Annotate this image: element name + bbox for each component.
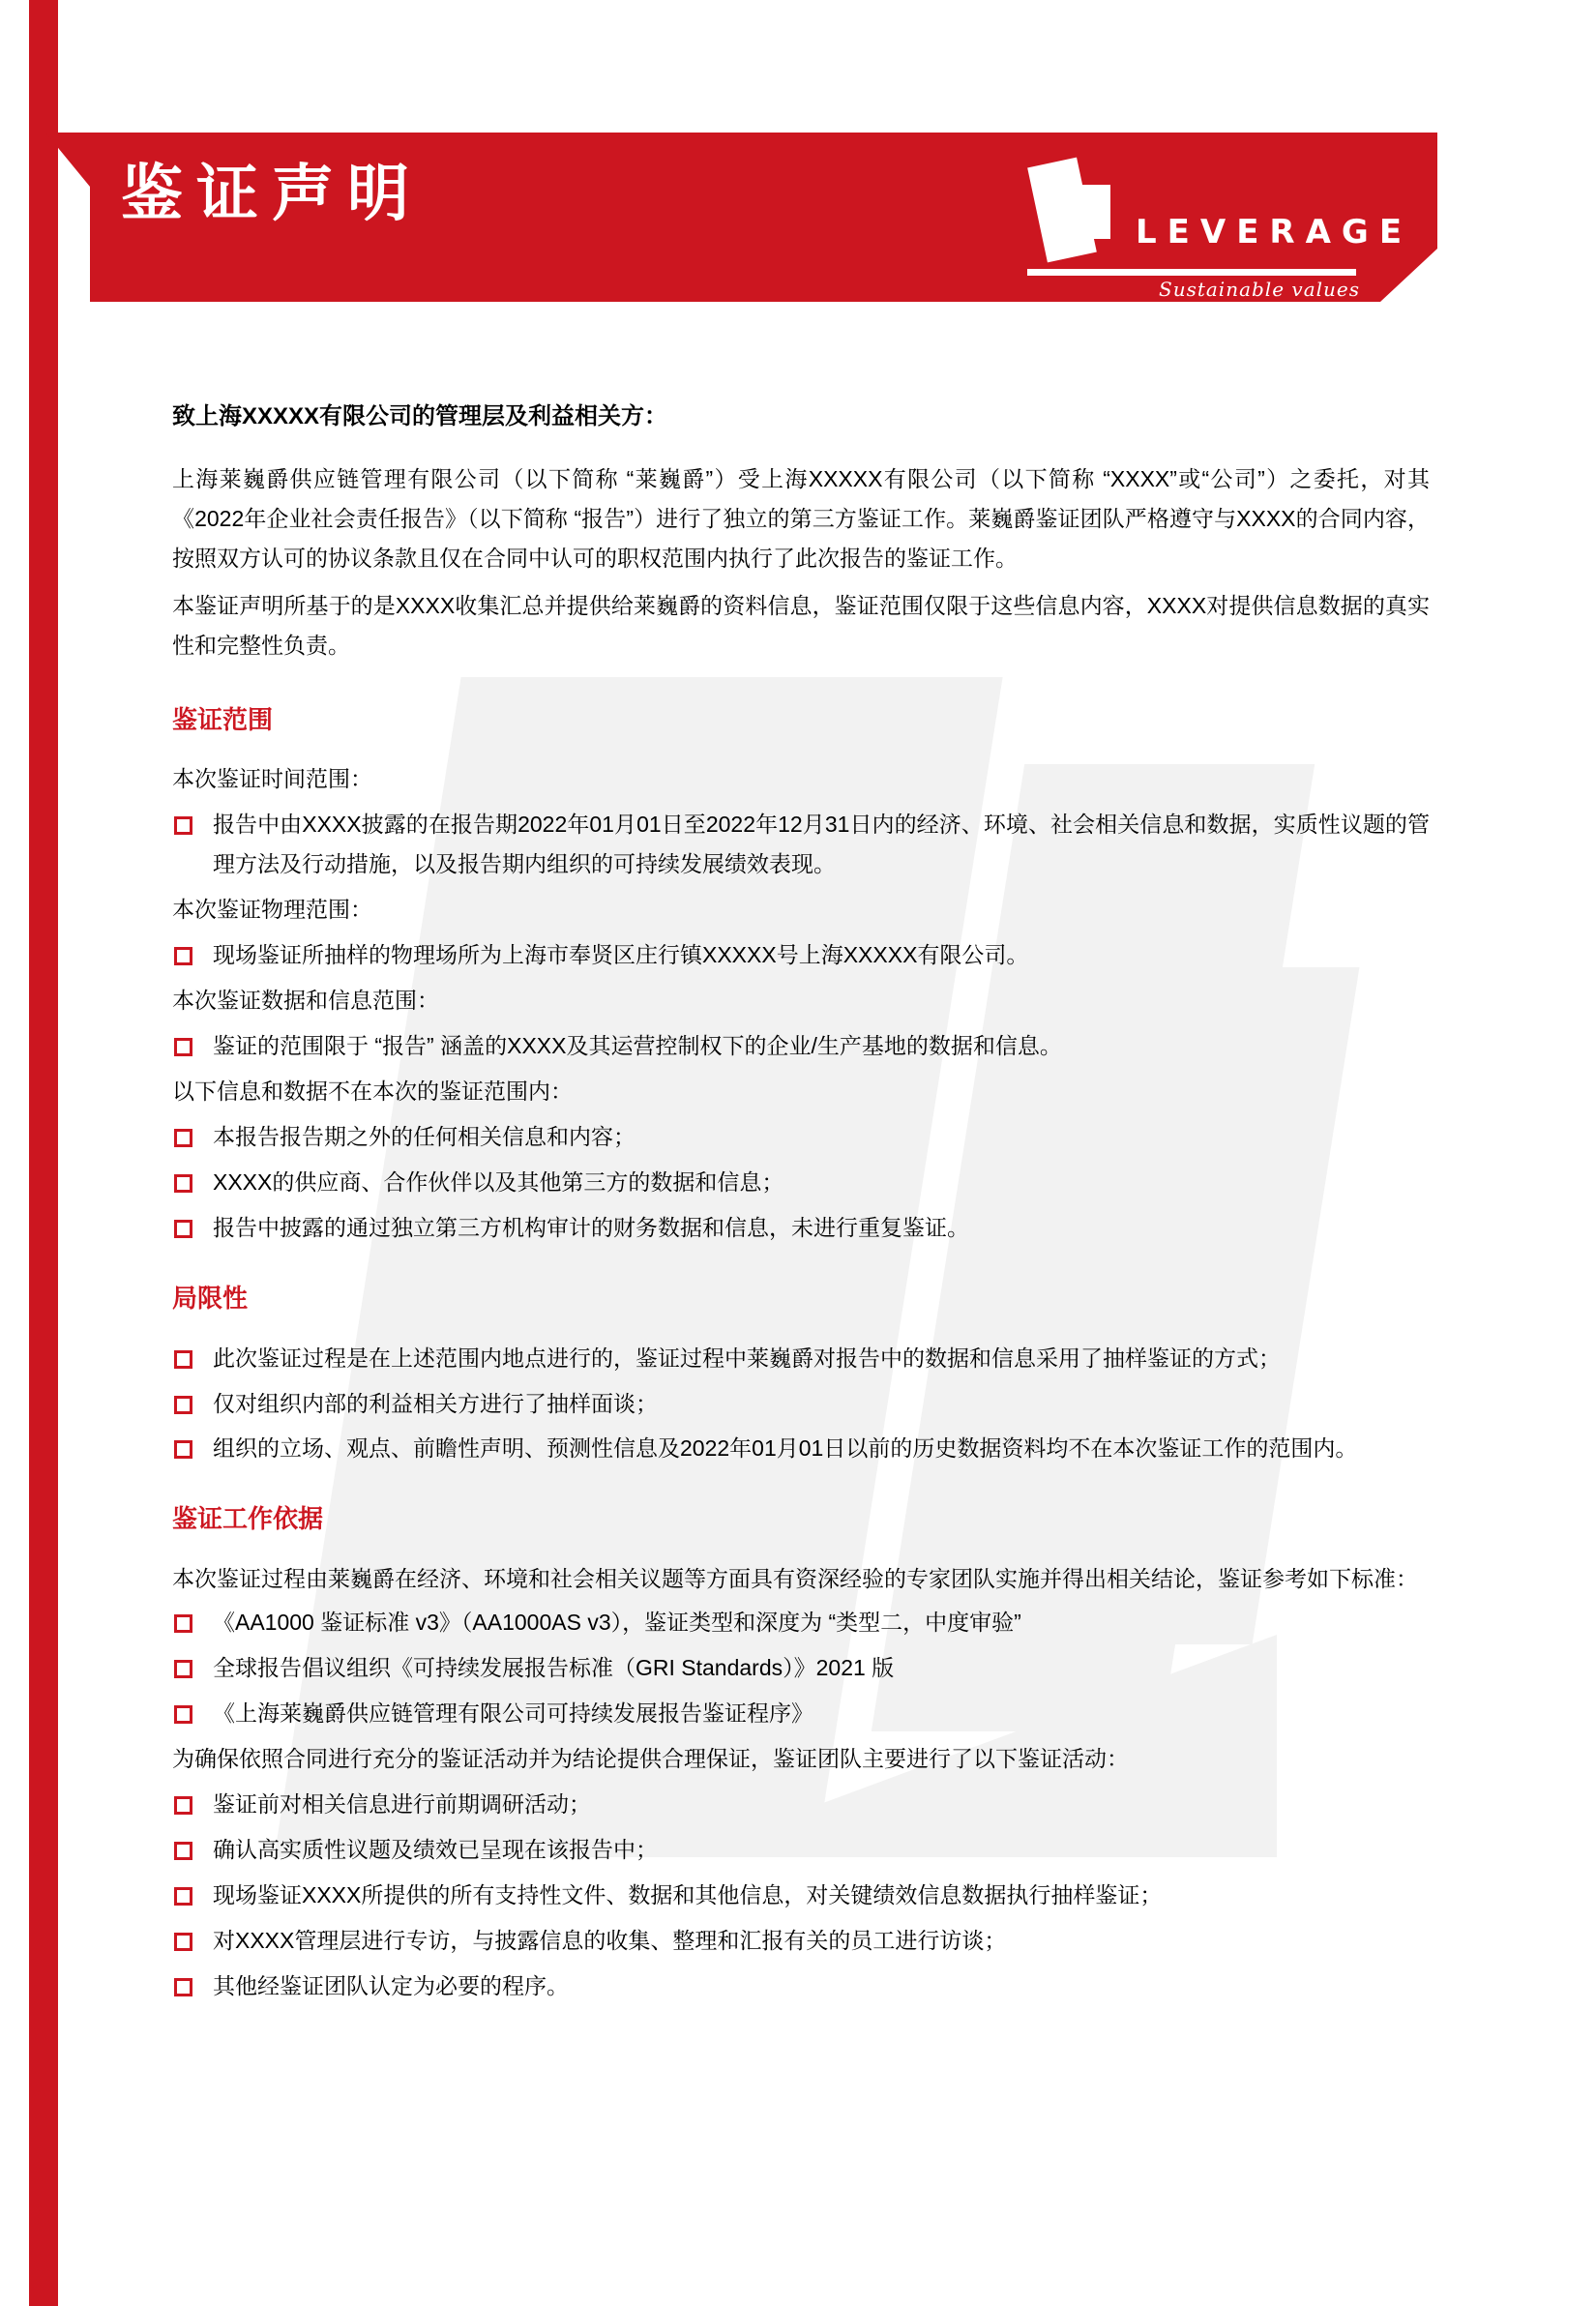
square-bullet-icon — [174, 816, 192, 835]
logo-mark-icon — [1027, 160, 1129, 266]
bullet-item — [172, 1208, 1430, 1248]
logo-wordmark: LEVERAGE — [1136, 213, 1413, 251]
bullet-text: 鉴证前对相关信息进行前期调研活动； — [213, 1790, 591, 1817]
bullet-text: 其他经鉴证团队认定为必要的程序。 — [213, 1972, 569, 1998]
bullet-item — [172, 1966, 1430, 2006]
leverage-logo — [1027, 160, 1433, 300]
bullet-text: 确认高实质性议题及绩效已呈现在该报告中； — [213, 1836, 658, 1862]
page-title: 鉴证声明 — [121, 159, 423, 228]
bullet-item — [172, 1384, 1430, 1424]
bullet-text: 现场鉴证XXXX所提供的所有支持性文件、数据和其他信息，对关键绩效信息数据执行抽样鉴证； — [213, 1881, 1163, 1907]
section-heading: 鉴证范围 — [172, 704, 274, 734]
bullet-text: 组织的立场、观点、前瞻性声明、预测性信息及2022年01月01日以前的历史数据资料均不在本次鉴证工作的范围内。 — [213, 1435, 1358, 1462]
sub-label: 本次鉴证时间范围： — [172, 766, 372, 792]
bullet-item — [172, 935, 1430, 975]
bullet-text: 鉴证的范围限于 “报告” 涵盖的XXXX及其运营控制权下的企业/生产基地的数据和信息。 — [213, 1033, 1062, 1059]
bullet-item — [172, 1603, 1430, 1642]
bullet-text: 对XXXX管理层进行专访，与披露信息的收集、整理和汇报有关的员工进行访谈； — [213, 1927, 1007, 1953]
bullet-item — [172, 1921, 1430, 1961]
square-bullet-icon — [174, 1396, 192, 1414]
salutation: 致上海XXXXX有限公司的管理层及利益相关方： — [172, 403, 668, 429]
bullet-text: 仅对组织内部的利益相关方进行了抽样面谈； — [213, 1390, 658, 1416]
bullet-item — [172, 1648, 1430, 1688]
document-body — [172, 399, 1430, 2012]
bullet-item — [172, 1117, 1430, 1157]
square-bullet-icon — [174, 1978, 192, 1996]
sub-label: 以下信息和数据不在本次的鉴证范围内： — [172, 1079, 573, 1105]
square-bullet-icon — [174, 1796, 192, 1815]
bullet-text: 现场鉴证所抽样的物理场所为上海市奉贤区庄行镇XXXXX号上海XXXXX有限公司。 — [213, 942, 1029, 968]
sub-label: 为确保依照合同进行充分的鉴证活动并为结论提供合理保证，鉴证团队主要进行了以下鉴证活动： — [172, 1745, 1129, 1771]
bullet-item — [172, 1429, 1430, 1468]
bullet-item — [172, 1339, 1430, 1378]
bullet-item — [172, 1694, 1430, 1733]
square-bullet-icon — [174, 1705, 192, 1724]
square-bullet-icon — [174, 1842, 192, 1860]
bullet-text: 全球报告倡议组织《可持续发展报告标准（GRI Standards）》2021 版 — [213, 1655, 895, 1681]
bullet-text: 报告中由XXXX披露的在报告期2022年01月01日至2022年12月31日内的经济、环境、社会相关信息和数据，实质性议题的管理方法及行动措施，以及报告期内组织的可持续发展绩效表现。 — [213, 812, 1430, 877]
bullet-text: 报告中披露的通过独立第三方机构审计的财务数据和信息，未进行重复鉴证。 — [213, 1214, 969, 1240]
bullet-text: 此次鉴证过程是在上述范围内地点进行的，鉴证过程中莱巍爵对报告中的数据和信息采用了抽样鉴证的方式； — [213, 1345, 1281, 1371]
sub-label: 本次鉴证物理范围： — [172, 897, 372, 923]
section-content — [172, 759, 1430, 1247]
square-bullet-icon — [174, 1220, 192, 1238]
sections-container — [172, 704, 1430, 2006]
logo-sheet-front-shape — [1066, 185, 1110, 239]
bullet-text: 《AA1000 鉴证标准 v3》（AA1000AS v3），鉴证类型和深度为 “类型二，中度审验” — [213, 1610, 1021, 1636]
square-bullet-icon — [174, 1440, 192, 1459]
square-bullet-icon — [174, 1887, 192, 1906]
square-bullet-icon — [174, 1933, 192, 1951]
bullet-text: 本报告报告期之外的任何相关信息和内容； — [213, 1123, 635, 1149]
bullet-item — [172, 805, 1430, 884]
square-bullet-icon — [174, 1660, 192, 1678]
bullet-item — [172, 1785, 1430, 1824]
section-content — [172, 1559, 1430, 2005]
section-heading: 局限性 — [172, 1283, 249, 1313]
intro-paragraph: 本鉴证声明所基于的是XXXX收集汇总并提供给莱巍爵的资料信息，鉴证范围仅限于这些信息内容，XXXX对提供信息数据的真实性和完整性负责。 — [172, 592, 1430, 658]
bullet-item — [172, 1163, 1430, 1202]
bullet-item — [172, 1026, 1430, 1066]
square-bullet-icon — [174, 947, 192, 965]
left-red-bar — [29, 0, 58, 2306]
square-bullet-icon — [174, 1038, 192, 1056]
bullet-text: XXXX的供应商、合作伙伴以及其他第三方的数据和信息； — [213, 1168, 784, 1195]
section-heading: 鉴证工作依据 — [172, 1504, 324, 1534]
section-paragraph: 本次鉴证过程由莱巍爵在经济、环境和社会相关议题等方面具有资深经验的专家团队实施并得出相关结论，鉴证参考如下标准： — [172, 1566, 1418, 1592]
bullet-text: 《上海莱巍爵供应链管理有限公司可持续发展报告鉴证程序》 — [213, 1700, 813, 1727]
square-bullet-icon — [174, 1174, 192, 1193]
square-bullet-icon — [174, 1350, 192, 1369]
intro-paragraph: 上海莱巍爵供应链管理有限公司（以下简称 “莱巍爵”）受上海XXXXX有限公司（以下简称 “XXXX”或“公司”）之委托，对其《2022年企业社会责任报告》（以下简称 “报告”）进行了独立的第三方鉴证工作。莱巍爵鉴证团队严格遵守与XXXX的合同内容，按照双方认可的协议条款且仅在合同中认可的职权范围内执行了此次报告的鉴证工作。 — [172, 466, 1430, 571]
bullet-item — [172, 1830, 1430, 1870]
intro-paragraphs — [172, 459, 1430, 665]
square-bullet-icon — [174, 1614, 192, 1633]
sub-label: 本次鉴证数据和信息范围： — [172, 988, 439, 1014]
logo-tagline: Sustainable values — [1159, 278, 1360, 301]
logo-divider-rule — [1027, 269, 1356, 276]
square-bullet-icon — [174, 1129, 192, 1147]
bullet-item — [172, 1876, 1430, 1915]
section-content — [172, 1339, 1430, 1469]
